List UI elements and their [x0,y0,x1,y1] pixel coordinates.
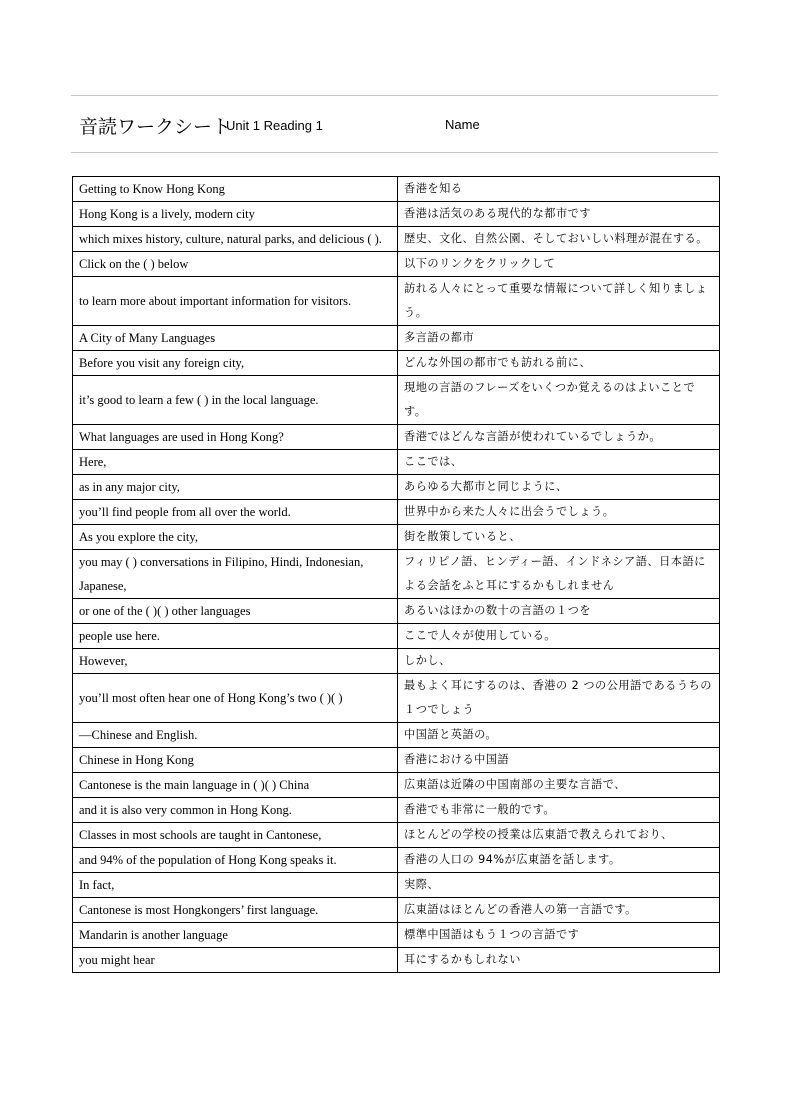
english-sentence: Click on the ( ) below [73,252,398,277]
japanese-translation: しかし、 [398,649,720,674]
japanese-translation: 多言語の都市 [398,326,720,351]
table-row [73,848,720,873]
english-sentence: it’s good to learn a few ( ) in the local language. [73,376,398,425]
japanese-translation: 現地の言語のフレーズをいくつか覚えるのはよいことです。 [398,376,720,425]
table-row [73,202,720,227]
table-row [73,326,720,351]
japanese-translation: 耳にするかもしれない [398,948,720,973]
english-sentence: which mixes history, culture, natural parks, and delicious ( ). [73,227,398,252]
table-row [73,475,720,500]
table-row [73,723,720,748]
japanese-translation: ほとんどの学校の授業は広東語で教えられており、 [398,823,720,848]
japanese-translation: 香港における中国語 [398,748,720,773]
header-top-rule [71,95,718,96]
table-row [73,500,720,525]
japanese-translation: あるいはほかの数十の言語の１つを [398,599,720,624]
table-row [73,599,720,624]
japanese-translation: 標準中国語はもう１つの言語です [398,923,720,948]
table-row [73,798,720,823]
table-row [73,277,720,326]
japanese-translation: どんな外国の都市でも訪れる前に、 [398,351,720,376]
english-sentence: Classes in most schools are taught in Cantonese, [73,823,398,848]
english-sentence: Chinese in Hong Kong [73,748,398,773]
english-sentence: However, [73,649,398,674]
english-sentence: as in any major city, [73,475,398,500]
english-sentence: Before you visit any foreign city, [73,351,398,376]
japanese-translation: ここでは、 [398,450,720,475]
english-sentence: or one of the ( )( ) other languages [73,599,398,624]
english-sentence: you may ( ) conversations in Filipino, Hindi, Indonesian, Japanese, [73,550,398,599]
english-sentence: A City of Many Languages [73,326,398,351]
unit-label: Unit 1 Reading 1 [226,118,323,133]
english-sentence: you’ll most often hear one of Hong Kong’s two ( )( ) [73,674,398,723]
table-row [73,376,720,425]
english-sentence: and 94% of the population of Hong Kong speaks it. [73,848,398,873]
table-row [73,624,720,649]
english-sentence: people use here. [73,624,398,649]
english-sentence: you might hear [73,948,398,973]
table-row [73,425,720,450]
japanese-translation: 香港の人口の 94%が広東語を話します。 [398,848,720,873]
japanese-translation: 実際、 [398,873,720,898]
japanese-translation: 最もよく耳にするのは、香港の 2 つの公用語であるうちの１つでしょう [398,674,720,723]
english-sentence: Getting to Know Hong Kong [73,177,398,202]
table-row [73,177,720,202]
english-sentence: As you explore the city, [73,525,398,550]
table-row [73,823,720,848]
japanese-translation: あらゆる大都市と同じように、 [398,475,720,500]
japanese-translation: 歴史、文化、自然公園、そしておいしい料理が混在する。 [398,227,720,252]
japanese-translation: 街を散策していると、 [398,525,720,550]
table-row [73,948,720,973]
table-row [73,227,720,252]
japanese-translation: 広東語はほとんどの香港人の第一言語です。 [398,898,720,923]
table-row [73,649,720,674]
english-sentence: —Chinese and English. [73,723,398,748]
table-row [73,351,720,376]
english-sentence: to learn more about important information for visitors. [73,277,398,326]
english-sentence: and it is also very common in Hong Kong. [73,798,398,823]
japanese-translation: 広東語は近隣の中国南部の主要な言語で、 [398,773,720,798]
table-row [73,525,720,550]
english-sentence: What languages are used in Hong Kong? [73,425,398,450]
japanese-translation: 訪れる人々にとって重要な情報について詳しく知りましょう。 [398,277,720,326]
japanese-translation: 中国語と英語の。 [398,723,720,748]
japanese-translation: 香港でも非常に一般的です。 [398,798,720,823]
japanese-translation: フィリピノ語、ヒンディー語、インドネシア語、日本語による会話をふと耳にするかもしれません [398,550,720,599]
english-sentence: Hong Kong is a lively, modern city [73,202,398,227]
english-sentence: Mandarin is another language [73,923,398,948]
table-row [73,748,720,773]
table-row [73,923,720,948]
english-sentence: you’ll find people from all over the world. [73,500,398,525]
english-sentence: Cantonese is the main language in ( )( ) China [73,773,398,798]
japanese-translation: ここで人々が使用している。 [398,624,720,649]
table-row [73,550,720,599]
japanese-translation: 香港ではどんな言語が使われているでしょうか。 [398,425,720,450]
japanese-translation: 世界中から来た人々に出会うでしょう。 [398,500,720,525]
table-row [73,252,720,277]
table-row [73,674,720,723]
table-row [73,450,720,475]
english-sentence: Cantonese is most Hongkongers’ first language. [73,898,398,923]
header-bottom-rule [71,152,718,153]
japanese-translation: 以下のリンクをクリックして [398,252,720,277]
table-row [73,873,720,898]
reading-table [72,176,720,973]
table-row [73,773,720,798]
english-sentence: In fact, [73,873,398,898]
japanese-translation: 香港は活気のある現代的な都市です [398,202,720,227]
english-sentence: Here, [73,450,398,475]
japanese-translation: 香港を知る [398,177,720,202]
table-row [73,898,720,923]
name-label: Name [445,117,480,132]
worksheet-title: 音読ワークシート [79,116,232,138]
